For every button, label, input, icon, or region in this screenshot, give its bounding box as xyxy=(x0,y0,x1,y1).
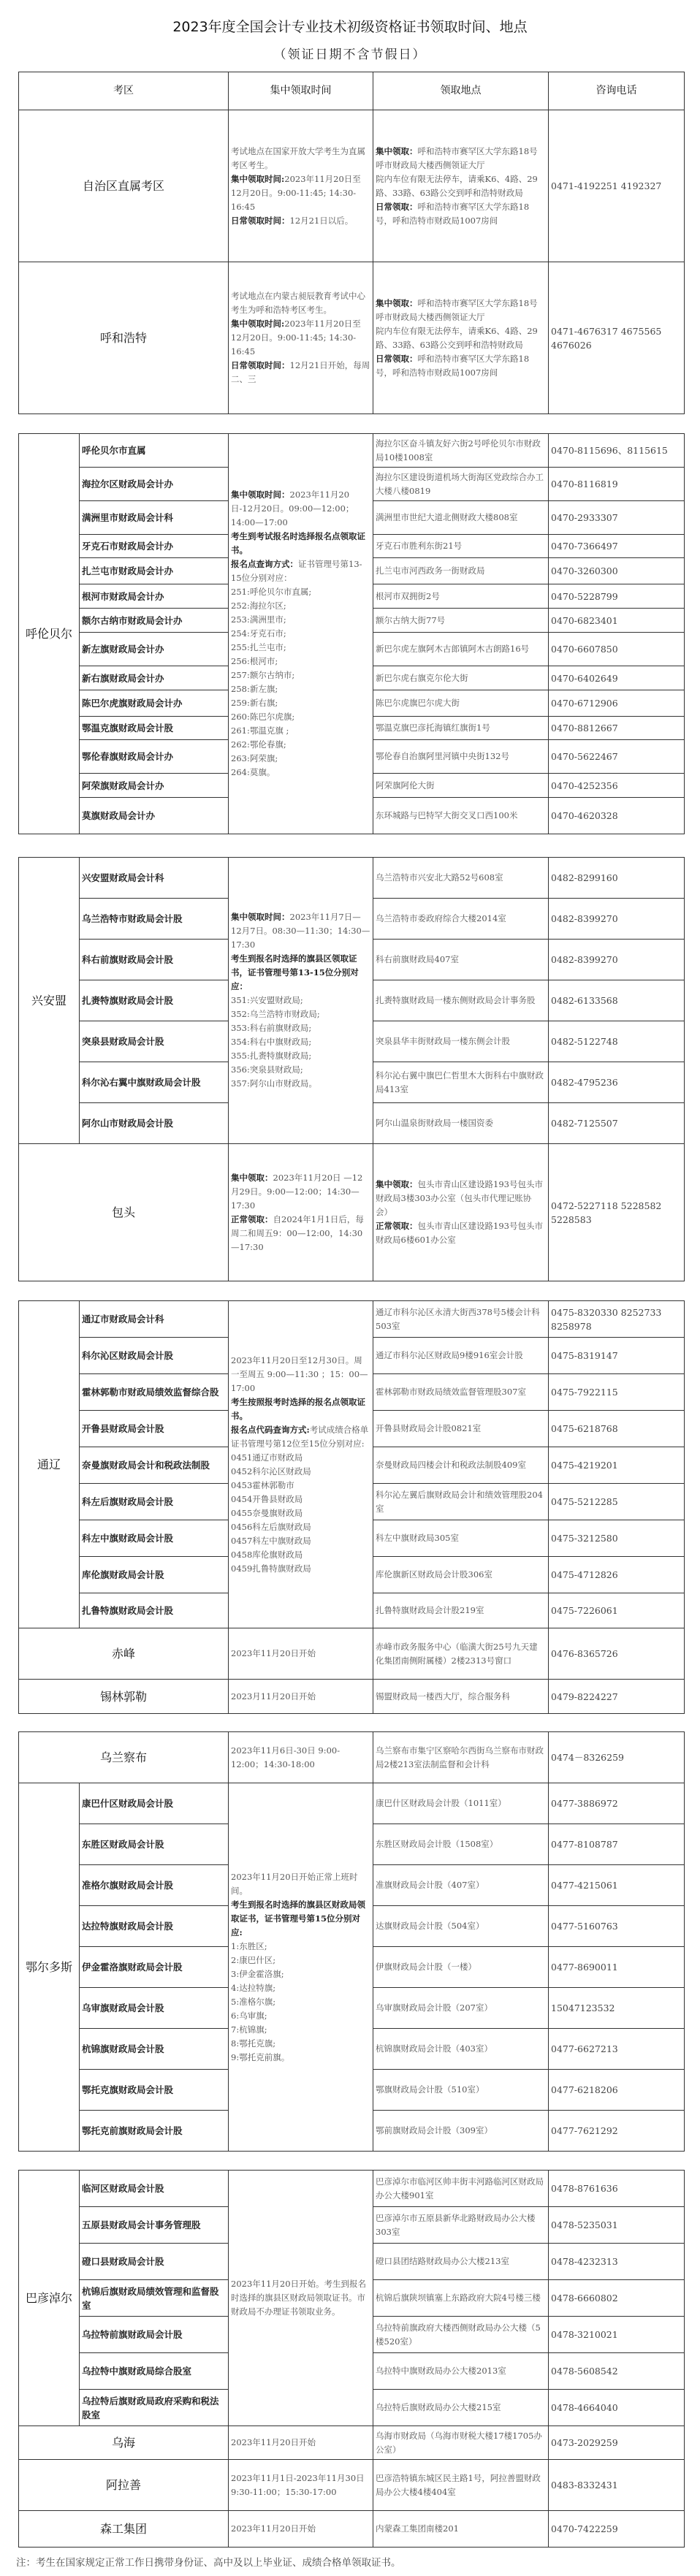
query-text: 考试成绩合格单证书管理号第12位至15位分别对应: xyxy=(231,1424,369,1449)
phone: 0475-4712826 xyxy=(549,1557,685,1593)
office-name: 新左旗财政局会计办 xyxy=(80,633,229,666)
collect-location: 新巴尔虎左旗阿木古郎镇阿木古朗路16号 xyxy=(373,633,549,666)
code-item: 253:满洲里市; xyxy=(231,614,286,625)
phone: 0471-4676317 4675565 4676026 xyxy=(549,262,685,414)
collect-location: 陈巴尔虎旗巴尔虎大街 xyxy=(373,690,549,717)
phone: 0470-7422259 xyxy=(549,2511,685,2548)
time-value: 2023年11月20日至12月20日。9:00-11:45; 14:30-16:45 xyxy=(231,319,361,357)
time-label: 集中领取时间： xyxy=(231,489,290,500)
code-item: 0452科尔沁区财政局 xyxy=(231,1466,311,1476)
table-block-tongliao xyxy=(18,1300,685,1714)
collect-location: 奈曼财政局四楼会计和税政法制股409室 xyxy=(373,1447,549,1484)
phone: 0470-7366497 xyxy=(549,535,685,558)
code-item: 0458库伦旗财政局 xyxy=(231,1549,303,1560)
code-item: 259:新右旗; xyxy=(231,698,278,708)
office-name: 满洲里市财政局会计科 xyxy=(80,501,229,535)
collect-location: 牙克石市胜利东街21号 xyxy=(373,535,549,558)
code-item: 0459扎鲁特旗财政局 xyxy=(231,1563,311,1574)
code-item: 9:鄂托克前旗。 xyxy=(231,2051,290,2062)
collect-location: 海拉尔区建设街道机场大街海区党政综合办工大楼八楼0819 xyxy=(373,468,549,501)
office-name: 呼伦贝尔市直属 xyxy=(80,434,229,468)
region-name: 兴安盟 xyxy=(19,858,80,1144)
phone: 0477-7621292 xyxy=(549,2111,685,2152)
collect-location: 内蒙森工集团南楼201 xyxy=(373,2511,549,2548)
phone: 0470-8115696、8115615 xyxy=(549,434,685,468)
region-name: 赤峰 xyxy=(19,1628,229,1680)
collect-location: 鄂前旗财政局会计股（309室） xyxy=(373,2111,549,2152)
time-label: 正常领取： xyxy=(231,1213,273,1224)
region-name: 自治区直属考区 xyxy=(19,110,229,262)
collect-time xyxy=(229,262,373,414)
office-name: 阿尔山市财政局会计股 xyxy=(80,1103,229,1144)
office-name: 扎赉特旗财政局会计股 xyxy=(80,980,229,1021)
collect-time xyxy=(229,1783,373,2152)
phone: 0482-7125507 xyxy=(549,1103,685,1144)
daily-label: 日常领取时间： xyxy=(231,360,290,370)
phone: 0478-5608542 xyxy=(549,2353,685,2390)
table-block-eerduosi xyxy=(18,1731,685,2152)
office-name: 鄂伦春旗财政局会计办 xyxy=(80,740,229,774)
phone: 0470-3260300 xyxy=(549,558,685,584)
collect-location: 阿荣旗阿伦大街 xyxy=(373,774,549,798)
office-name: 突泉县财政局会计股 xyxy=(80,1021,229,1062)
time-value: 自2024年1月1日后，每周二和周五9：00—12:00，14:30—17:30 xyxy=(231,1213,364,1252)
collect-location: 巴彦浩特镇东城区民主路1号，阿拉善盟财政局办公大楼4楼404室 xyxy=(373,2460,549,2511)
phone: 0479-8224227 xyxy=(549,1680,685,1714)
phone: 0477-5160763 xyxy=(549,1906,685,1947)
office-name: 乌拉特前旗财政局会计股 xyxy=(80,2317,229,2353)
table-block-xinganmeng xyxy=(18,857,685,1281)
office-name: 杭锦旗财政局会计股 xyxy=(80,2029,229,2070)
table-header-row xyxy=(19,72,685,110)
table-row xyxy=(19,1680,685,1714)
office-name: 霍林郭勒市财政局绩效监督综合股 xyxy=(80,1374,229,1411)
addr-note: 院内车位有限无法停车，请乘K6、4路、29路、33路、63路公交到呼和浩特财政局 xyxy=(376,173,538,198)
header-collect-time: 集中领取时间 xyxy=(229,72,373,110)
phone: 0482-5122748 xyxy=(549,1021,685,1062)
office-name: 兴安盟财政局会计科 xyxy=(80,858,229,899)
collect-location: 磴口县团结路财政局办公大楼213室 xyxy=(373,2244,549,2280)
addr-value: 包头市青山区建设路193号包头市财政局3楼303办公室（包头市代理记账协会） xyxy=(376,1179,543,1217)
phone: 0471-4192251 4192327 xyxy=(549,110,685,262)
office-name: 开鲁县财政局会计股 xyxy=(80,1411,229,1447)
region-name: 巴彦淖尔 xyxy=(19,2171,80,2426)
office-name: 杭锦后旗财政局绩效管理和监督股室 xyxy=(80,2280,229,2317)
code-item: 2:康巴什区; xyxy=(231,1954,276,1965)
phone: 0470-8812667 xyxy=(549,717,685,740)
office-name: 东胜区财政局会计股 xyxy=(80,1824,229,1865)
collect-location: 科左中旗财政局305室 xyxy=(373,1520,549,1557)
collect-location: 达旗财政局会计股（504室） xyxy=(373,1906,549,1947)
collect-location: 赤峰市政务服务中心（临潢大街25号九天建化集团南侧附属楼）2楼2313号窗口 xyxy=(373,1628,549,1680)
office-name: 伊金霍洛旗财政局会计股 xyxy=(80,1947,229,1988)
collect-location: 鄂旗财政局会计股（510室） xyxy=(373,2070,549,2111)
addr-label: 集中领取： xyxy=(376,297,418,308)
collect-location: 突泉县华丰街财政局一楼东侧会计股 xyxy=(373,1021,549,1062)
phone: 0470-5622467 xyxy=(549,740,685,774)
addr-daily-value: 呼和浩特市赛罕区大学东路18号，呼和浩特市财政局1007房间 xyxy=(376,353,530,378)
table-row xyxy=(19,262,685,414)
phone: 0478-8761636 xyxy=(549,2171,685,2207)
region-name: 通辽 xyxy=(19,1301,80,1628)
phone: 0478-4232313 xyxy=(549,2244,685,2280)
table-row xyxy=(19,2426,685,2460)
addr-value: 包头市青山区建设路193号包头市财政局6楼601办公室 xyxy=(376,1221,543,1245)
phone: 0477-6627213 xyxy=(549,2029,685,2070)
code-item: 262:鄂伦春旗; xyxy=(231,739,286,750)
code-item: 0451通辽市财政局 xyxy=(231,1452,303,1463)
time-value: 2023年11月20日至12月20日。9:00-11:45; 14:30-16:45 xyxy=(231,173,361,212)
collect-location: 乌兰浩特市兴安北大路52号608室 xyxy=(373,858,549,899)
collect-location xyxy=(373,262,549,414)
office-name: 海拉尔区财政局会计办 xyxy=(80,468,229,501)
phone: 0482-8299160 xyxy=(549,858,685,899)
office-name: 扎兰屯市财政局会计办 xyxy=(80,558,229,584)
query-label: 报名点代码查询方式: xyxy=(231,1424,310,1435)
collect-time: 2023月11月20日开始 xyxy=(229,1680,373,1714)
collect-location xyxy=(373,110,549,262)
code-item: 261:鄂温克旗 ; xyxy=(231,725,289,736)
phone: 0475-8319147 xyxy=(549,1338,685,1374)
phone: 0478-4664040 xyxy=(549,2390,685,2426)
collect-location: 科尔沁左翼后旗财政局会计和绩效管理股204室 xyxy=(373,1484,549,1520)
office-name: 奈曼旗财政局会计和税政法制股 xyxy=(80,1447,229,1484)
code-item: 0456科左后旗财政局 xyxy=(231,1521,311,1532)
table-row xyxy=(19,2171,685,2207)
code-item: 260:陈巴尔虎旗; xyxy=(231,712,295,722)
header-exam-region: 考区 xyxy=(19,72,229,110)
collect-time: 2023年11月1日-2023年11月30日9:30-11:00；15:30-17:00 xyxy=(229,2460,373,2511)
collect-location: 杭锦旗财政局会计股（403室） xyxy=(373,2029,549,2070)
collect-time: 2023年11月20日开始 xyxy=(229,2426,373,2460)
phone: 0477-8690011 xyxy=(549,1947,685,1988)
daily-label: 日常领取时间： xyxy=(231,215,290,226)
addr-note: 院内车位有限无法停车，请乘K6、4路、29路、33路、63路公交到呼和浩特财政局 xyxy=(376,325,538,350)
office-name: 鄂托克旗财政局会计股 xyxy=(80,2070,229,2111)
phone: 0482-8399270 xyxy=(549,940,685,980)
code-item: 251:呼伦贝尔市直属; xyxy=(231,587,312,597)
phone: 0475-5212285 xyxy=(549,1484,685,1520)
code-item: 258:新左旗; xyxy=(231,684,278,694)
phone: 0477-4215061 xyxy=(549,1865,685,1906)
addr-value: 呼和浩特市赛罕区大学东路18号呼市财政局大楼西侧领证大厅 xyxy=(376,145,538,170)
collect-location: 康巴什区财政局会计股（1011室） xyxy=(373,1783,549,1824)
phone: 0470-4620328 xyxy=(549,798,685,834)
collect-location: 新巴尔虎右旗克尔伦大街 xyxy=(373,666,549,690)
collect-location: 杭锦后旗陕坝镇塞上东路政府大院4号楼三楼 xyxy=(373,2280,549,2317)
collect-time: 2023年11月20日开始 xyxy=(229,2511,373,2548)
code-item: 252:海拉尔区; xyxy=(231,601,286,611)
region-name: 阿拉善 xyxy=(19,2460,229,2511)
region-name: 锡林郭勒 xyxy=(19,1680,229,1714)
table-row xyxy=(19,1732,685,1783)
query-label: 报名点查询方式： xyxy=(231,559,298,569)
collect-location: 额尔古纳大街77号 xyxy=(373,609,549,633)
instruction: 考生到报名时选择的旗县区财政局领取证书，证书管理号第15位分别对应: xyxy=(231,1899,366,1937)
collect-location: 乌审旗财政局会计股（207室） xyxy=(373,1988,549,2029)
collect-time xyxy=(229,1144,373,1281)
office-name: 新右旗财政局会计办 xyxy=(80,666,229,690)
daily-value: 12月21日开始，每周二、三 xyxy=(231,360,370,384)
code-item: 256:根河市; xyxy=(231,656,278,666)
phone: 0475-3212580 xyxy=(549,1520,685,1557)
collect-time: 2023年11月20日开始 xyxy=(229,1628,373,1680)
region-name: 鄂尔多斯 xyxy=(19,1783,80,2152)
collect-location: 开鲁县财政局会计股0821室 xyxy=(373,1411,549,1447)
footnote: 注：考生在国家规定正常工作日携带身份证、高中及以上毕业证、成绩合格单领取证书。 xyxy=(16,2557,401,2569)
office-name: 牙克石市财政局会计办 xyxy=(80,535,229,558)
addr-daily-label: 日常领取： xyxy=(376,353,418,364)
collect-location: 满洲里市世纪大道北侧财政大楼808室 xyxy=(373,501,549,535)
code-item: 8:鄂托克旗; xyxy=(231,2038,276,2049)
collect-location: 乌兰浩特市委政府综合大楼2014室 xyxy=(373,899,549,940)
phone: 0482-8399270 xyxy=(549,899,685,940)
phone: 0477-8108787 xyxy=(549,1824,685,1865)
code-item: 0455奈曼旗财政局 xyxy=(231,1507,303,1518)
code-item: 354:科右中旗财政局; xyxy=(231,1037,312,1047)
table-row xyxy=(19,2511,685,2548)
office-name: 五原县财政局会计事务管理股 xyxy=(80,2207,229,2244)
addr-label: 正常领取： xyxy=(376,1221,418,1231)
code-item: 255:扎兰屯市; xyxy=(231,642,286,652)
collect-time xyxy=(229,858,373,1144)
code-item: 0453霍林郭勒市 xyxy=(231,1479,294,1490)
table-row xyxy=(19,1144,685,1281)
phone: 0482-6133568 xyxy=(549,980,685,1021)
phone: 0472-5227118 5228582 5228583 xyxy=(549,1144,685,1281)
time-intro: 考试地点在国家开放大学考生为直属考区考生。 xyxy=(231,145,365,170)
office-name: 陈巴尔虎旗财政局会计办 xyxy=(80,690,229,717)
office-name: 根河市财政局会计办 xyxy=(80,584,229,609)
code-item: 352:乌兰浩特市财政局; xyxy=(231,1009,320,1019)
region-name: 呼伦贝尔 xyxy=(19,434,80,834)
collect-location: 科尔沁右翼中旗巴仁哲里木大街科右中旗财政局413室 xyxy=(373,1062,549,1103)
phone: 0483-8332431 xyxy=(549,2460,685,2511)
collect-location: 准旗财政局会计股（407室） xyxy=(373,1865,549,1906)
time-value: 2023年11月20日-12月20日。09:00—12:00；14:00—17:00 xyxy=(231,489,354,527)
addr-label: 集中领取： xyxy=(376,145,418,156)
code-item: 0454开鲁县财政局 xyxy=(231,1493,303,1504)
table-row xyxy=(19,2460,685,2511)
time-value: 2023年11月20日 —12月29日。9:00—12:00；14:30—17:30 xyxy=(231,1172,363,1211)
office-name: 莫旗财政局会计办 xyxy=(80,798,229,834)
region-name: 乌海 xyxy=(19,2426,229,2460)
phone: 0475-6218768 xyxy=(549,1411,685,1447)
time-value: 2023年11月20日开始。考生到报名时选择的旗县区财政局领取证书。市财政局不办理证书领取业务。 xyxy=(231,2279,367,2317)
phone: 0470-6823401 xyxy=(549,609,685,633)
code-item: 7:杭锦旗; xyxy=(231,2024,267,2035)
addr-value: 呼和浩特市赛罕区大学东路18号呼市财政局大楼西侧领证大厅 xyxy=(376,297,538,322)
collect-location: 乌海市财政局（乌海市财税大楼17楼1705办公室） xyxy=(373,2426,549,2460)
office-name: 扎鲁特旗财政局会计股 xyxy=(80,1593,229,1628)
phone: 0470-4252356 xyxy=(549,774,685,798)
collect-location: 扎赉特旗财政局一楼东侧财政局会计事务股 xyxy=(373,980,549,1021)
collect-location: 乌兰察布市集宁区察哈尔西街乌兰察布市财政局2楼213室法制监督和会计科 xyxy=(373,1732,549,1783)
phone: 0470-6607850 xyxy=(549,633,685,666)
code-item: 257:额尔古纳市; xyxy=(231,670,295,680)
table-row xyxy=(19,434,685,468)
code-item: 355:扎赉特旗财政局; xyxy=(231,1051,312,1061)
phone: 0470-6402649 xyxy=(549,666,685,690)
page-subtitle: （领证日期不含节假日） xyxy=(273,47,427,62)
collect-time xyxy=(229,1301,373,1628)
phone: 0478-6660802 xyxy=(549,2280,685,2317)
daily-value: 12月21日以后。 xyxy=(289,215,354,226)
region-name: 森工集团 xyxy=(19,2511,229,2548)
table-block-1 xyxy=(18,72,685,414)
collect-location: 扎鲁特旗财政局会计股219室 xyxy=(373,1593,549,1628)
office-name: 磴口县财政局会计股 xyxy=(80,2244,229,2280)
phone: 0470-8116819 xyxy=(549,468,685,501)
collect-location: 阿尔山温泉街财政局一楼国资委 xyxy=(373,1103,549,1144)
collect-location: 巴彦淖尔市临河区帅丰街丰河路临河区财政局办公大楼901室 xyxy=(373,2171,549,2207)
office-name: 额尔古纳市财政局会计办 xyxy=(80,609,229,633)
time-label: 集中领取时间: xyxy=(231,173,285,184)
instruction: 考生到报名时选择的旗县区领取证书，证书管理号第13-15位分别对应： xyxy=(231,953,359,991)
time-value: 2023年11月20日开始正常上班时间。 xyxy=(231,1871,358,1896)
collect-location: 科右前旗财政局407室 xyxy=(373,940,549,980)
collect-location: 通辽市科尔沁区永清大街西378号5楼会计科503室 xyxy=(373,1301,549,1338)
office-name: 准格尔旗财政局会计股 xyxy=(80,1865,229,1906)
office-name: 科尔沁区财政局会计股 xyxy=(80,1338,229,1374)
addr-label: 集中领取： xyxy=(376,1179,418,1189)
instruction: 考生到考试报名时选择报名点领取证书。 xyxy=(231,531,365,555)
table-block-bayannaoer xyxy=(18,2170,685,2548)
code-item: 6:乌审旗; xyxy=(231,2010,267,2021)
office-name: 科左后旗财政局会计股 xyxy=(80,1484,229,1520)
phone: 0470-5228799 xyxy=(549,584,685,609)
region-name: 包头 xyxy=(19,1144,229,1281)
collect-location: 鄂伦春自治旗阿里河镇中央街132号 xyxy=(373,740,549,774)
phone: 0482-4795236 xyxy=(549,1062,685,1103)
phone: 0475-7922115 xyxy=(549,1374,685,1411)
time-label: 集中领取时间: xyxy=(231,319,285,329)
phone: 0475-8320330 8252733 8258978 xyxy=(549,1301,685,1338)
collect-location: 霍林郭勒市财政局绩效监督管理股307室 xyxy=(373,1374,549,1411)
office-name: 科右前旗财政局会计股 xyxy=(80,940,229,980)
collect-location: 乌拉特中旗财政局办公大楼2013室 xyxy=(373,2353,549,2390)
collect-time xyxy=(229,2171,373,2426)
phone: 0470-6712906 xyxy=(549,690,685,717)
collect-time xyxy=(229,434,373,834)
collect-location: 扎兰屯市河西政务一街财政局 xyxy=(373,558,549,584)
collect-location: 东环城路与巴特罕大街交叉口西100米 xyxy=(373,798,549,834)
office-name: 科尔沁右翼中旗财政局会计股 xyxy=(80,1062,229,1103)
instruction: 考生按照报考时选择的报名点领取证书。 xyxy=(231,1396,365,1421)
time-value: 2023年11月7日—12月7日。08:30—11:30；14:30—17:30 xyxy=(231,912,370,950)
code-item: 254:牙克石市; xyxy=(231,628,286,639)
phone: 0476-8365726 xyxy=(549,1628,685,1680)
office-name: 鄂温克旗财政局会计股 xyxy=(80,717,229,740)
office-name: 科左中旗财政局会计股 xyxy=(80,1520,229,1557)
code-item: 1:东胜区; xyxy=(231,1940,267,1951)
phone: 0475-4219201 xyxy=(549,1447,685,1484)
code-item: 353:科右前旗财政局; xyxy=(231,1023,312,1033)
table-row xyxy=(19,110,685,262)
phone: 0477-3886972 xyxy=(549,1783,685,1824)
header-phone: 咨询电话 xyxy=(549,72,685,110)
code-item: 3:伊金霍洛旗; xyxy=(231,1968,284,1979)
office-name: 鄂托克前旗财政局会计股 xyxy=(80,2111,229,2152)
office-name: 乌拉特中旗财政局综合股室 xyxy=(80,2353,229,2390)
phone: 0478-5235031 xyxy=(549,2207,685,2244)
collect-location: 乌拉特前旗政府大楼西侧财政局办公大楼（5楼520室） xyxy=(373,2317,549,2353)
query-text: 证书管理号第13-15位分别对应： xyxy=(231,559,362,583)
time-label: 集中领取时间： xyxy=(231,912,290,922)
phone: 0470-2933307 xyxy=(549,501,685,535)
office-name: 库伦旗财政局会计股 xyxy=(80,1557,229,1593)
collect-location: 乌拉特后旗财政局办公大楼215室 xyxy=(373,2390,549,2426)
collect-location: 通辽市科尔沁区财政局9楼916室会计股 xyxy=(373,1338,549,1374)
collect-time xyxy=(229,110,373,262)
code-item: 264:莫旗。 xyxy=(231,767,275,777)
time-label: 集中领取： xyxy=(231,1172,273,1183)
collect-location: 海拉尔区奋斗镇友好六街2号呼伦贝尔市财政局10楼1008室 xyxy=(373,434,549,468)
collect-time: 2023年11月6日-30日 9:00-12:00；14:30-18:00 xyxy=(229,1732,373,1783)
phone: 0473-2029259 xyxy=(549,2426,685,2460)
table-row xyxy=(19,1301,685,1338)
phone: 0477-6218206 xyxy=(549,2070,685,2111)
office-name: 乌审旗财政局会计股 xyxy=(80,1988,229,2029)
office-name: 乌兰浩特市财政局会计股 xyxy=(80,899,229,940)
office-name: 康巴什区财政局会计股 xyxy=(80,1783,229,1824)
collect-location: 根河市双拥街2号 xyxy=(373,584,549,609)
phone: 0475-7226061 xyxy=(549,1593,685,1628)
table-row xyxy=(19,1783,685,1824)
collect-location: 伊旗财政局会计股（一楼） xyxy=(373,1947,549,1988)
collect-location: 库伦旗新区财政局会计股306室 xyxy=(373,1557,549,1593)
region-name: 乌兰察布 xyxy=(19,1732,229,1783)
table-block-hulunbeier xyxy=(18,433,685,834)
office-name: 乌拉特后旗财政局政府采购和税法股室 xyxy=(80,2390,229,2426)
code-item: 0457科左中旗财政局 xyxy=(231,1535,311,1546)
office-name: 达拉特旗财政局会计股 xyxy=(80,1906,229,1947)
phone: 15047123532 xyxy=(549,1988,685,2029)
phone: 0478-3210021 xyxy=(549,2317,685,2353)
phone: 0474－8326259 xyxy=(549,1732,685,1783)
header-collect-location: 领取地点 xyxy=(373,72,549,110)
addr-daily-value: 呼和浩特市赛罕区大学东路18号，呼和浩特市财政局1007房间 xyxy=(376,201,530,226)
time-intro: 考试地点在内蒙古昶辰教育考试中心考生为呼和浩特考区考生。 xyxy=(231,291,365,315)
collect-location: 巴彦淖尔市五原县新华北路财政局办公大楼303室 xyxy=(373,2207,549,2244)
office-name: 阿荣旗财政局会计办 xyxy=(80,774,229,798)
code-item: 4:达拉特旗; xyxy=(231,1982,276,1993)
code-item: 351:兴安盟财政局; xyxy=(231,995,303,1005)
collect-location xyxy=(373,1144,549,1281)
table-row xyxy=(19,1628,685,1680)
collect-location: 鄂温克旗巴彦托海镇红旗街1号 xyxy=(373,717,549,740)
office-name: 通辽市财政局会计科 xyxy=(80,1301,229,1338)
time-value: 2023年11月20日至12月30日。周一至周五 9:00—11:30 ；15：00—17:00 xyxy=(231,1354,368,1393)
page-title: 2023年度全国会计专业技术初级资格证书领取时间、地点 xyxy=(172,19,528,35)
code-item: 356:突泉县财政局; xyxy=(231,1064,303,1075)
addr-daily-label: 日常领取： xyxy=(376,201,418,212)
office-name: 临河区财政局会计股 xyxy=(80,2171,229,2207)
region-name: 呼和浩特 xyxy=(19,262,229,414)
code-item: 5:准格尔旗; xyxy=(231,1996,276,2007)
collect-location: 东胜区财政局会计股（1508室） xyxy=(373,1824,549,1865)
table-row xyxy=(19,858,685,899)
collect-location: 锡盟财政局一楼西大厅，综合服务科 xyxy=(373,1680,549,1714)
code-item: 357:阿尔山市财政局。 xyxy=(231,1078,317,1089)
code-item: 263:阿荣旗; xyxy=(231,753,278,763)
